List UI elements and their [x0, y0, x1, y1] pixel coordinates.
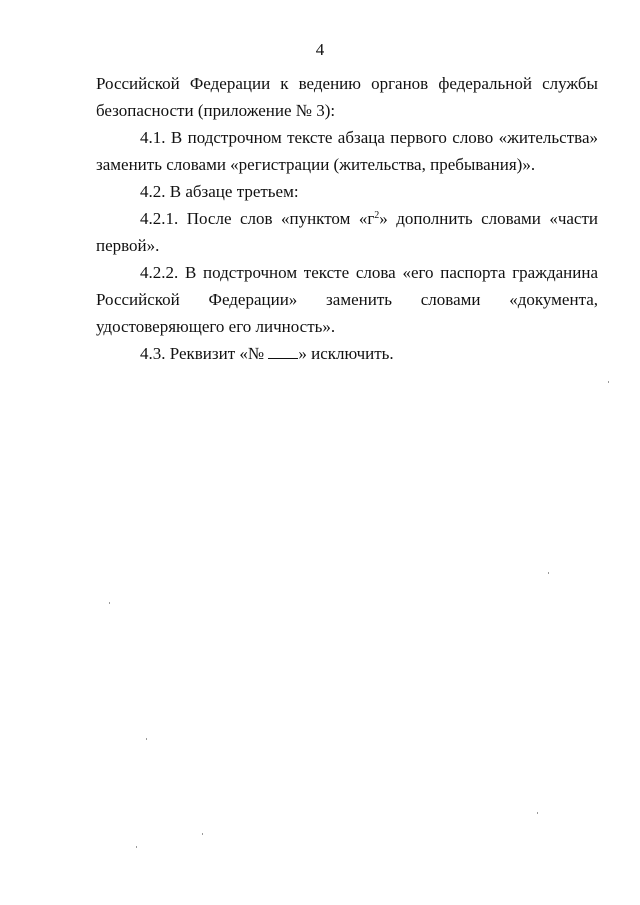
paragraph-4-2-1: [96, 205, 598, 259]
paragraph-4-2-2: 4.2.2. В подстрочном тексте слова «его паспорта гражданина Российской Федерации» заменить словами «документа, удостоверяющего его личность».: [96, 263, 598, 336]
word: ведению: [298, 74, 361, 93]
document-body: [96, 70, 598, 367]
word: Федерации: [189, 74, 271, 93]
word: органов: [371, 74, 429, 93]
paragraph-4-3-text-end: » исключить.: [298, 344, 394, 363]
page-number: 4: [315, 40, 325, 59]
paragraph-4-2-1-text-end: » дополнить словами «части первой».: [96, 209, 598, 255]
paragraph-4-3-text-start: 4.3. Реквизит «№: [140, 344, 269, 363]
blank-underline: [268, 346, 298, 359]
word: службы: [542, 74, 598, 93]
scan-speck: [608, 381, 609, 383]
paragraph-4-2: 4.2. В абзаце третьем:: [140, 182, 299, 201]
scan-speck: [136, 846, 137, 848]
paragraph-continuation-line-2: безопасности (приложение № 3):: [96, 101, 336, 120]
paragraph-4-2-1-text-start: 4.2.1. После слов «пунктом «г: [140, 209, 375, 228]
scan-speck: [537, 812, 538, 814]
scan-speck: [202, 833, 203, 835]
scan-speck: [146, 738, 147, 740]
superscript: 2: [374, 210, 380, 221]
word: федеральной: [438, 74, 532, 93]
scan-speck: [548, 572, 549, 574]
word: Российской: [96, 74, 180, 93]
paragraph-continuation-line-1: [96, 70, 598, 97]
paragraph-4-1: 4.1. В подстрочном тексте абзаца первого слово «жительства» заменить словами «регистрации (жительства, пребывания)».: [96, 128, 598, 174]
paragraph-4-3: [96, 340, 598, 367]
word: к: [280, 74, 289, 93]
scan-speck: [109, 602, 110, 604]
